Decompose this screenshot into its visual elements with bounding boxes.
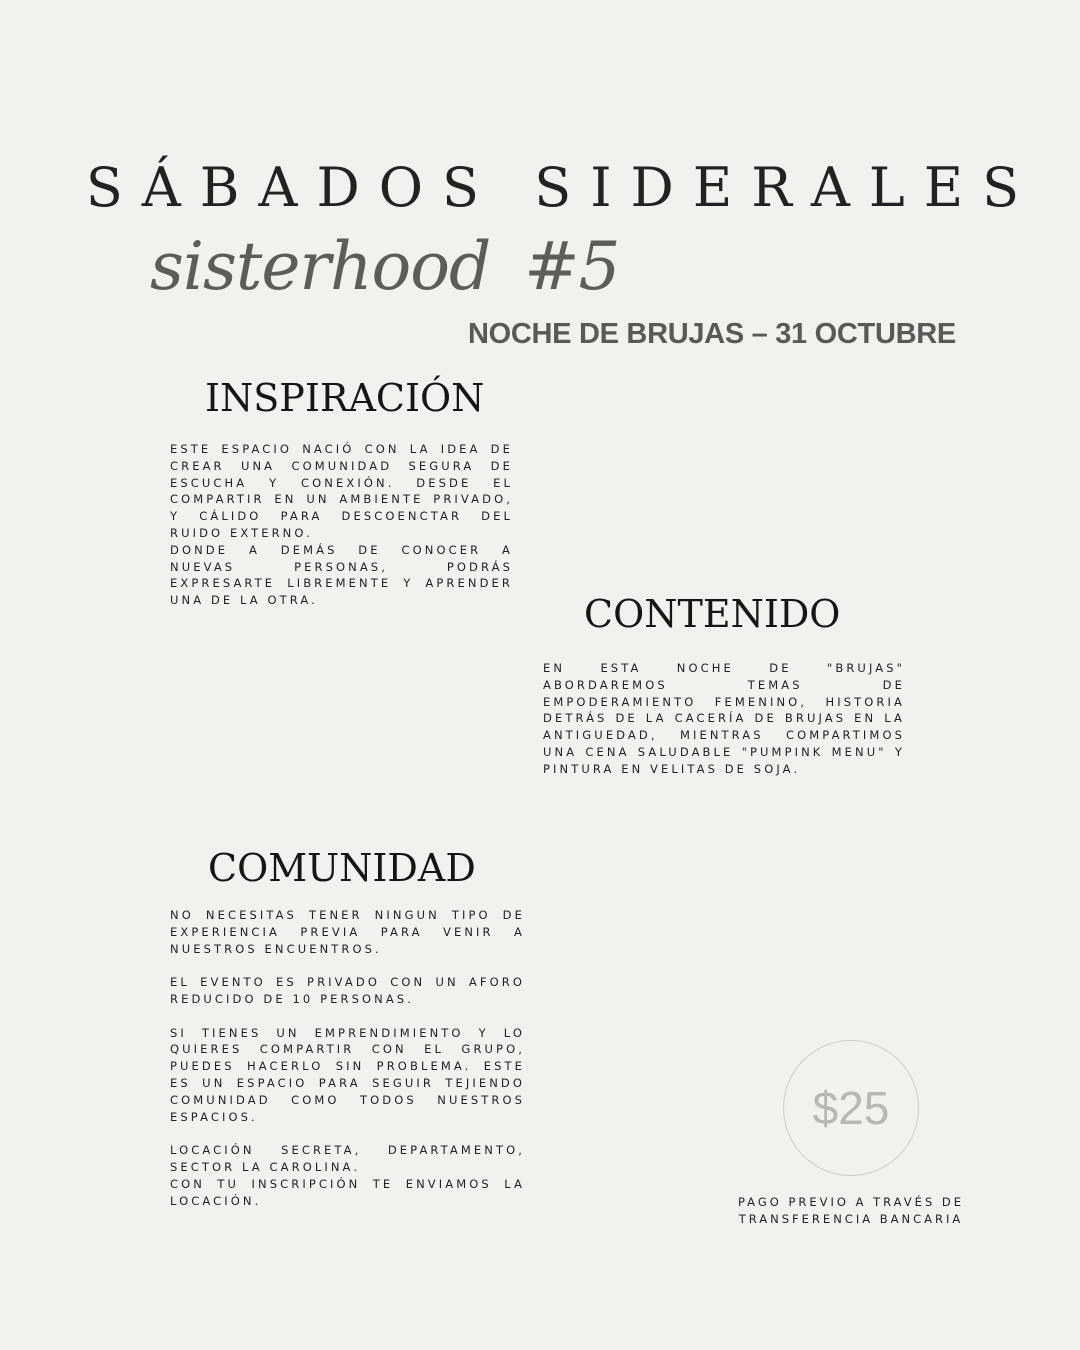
inspiracion-paragraph: ESTE ESPACIO NACIÓ CON LA IDEA DE CREAR UNA COMUNIDAD SEGURA DE ESCUCHA Y CONEXIÓN. DESDE EL COMPARTIR EN UN AMBIENTE PRIVADO, Y CÁLIDO PARA DESCOENCTAR DEL RUIDO EXTERNO. [170,442,513,540]
contenido-paragraph: EN ESTA NOCHE DE "BRUJAS" ABORDAREMOS TEMAS DE EMPODERAMIENTO FEMENINO, HISTORIA DETRÁS DE LA CACERÍA DE BRUJAS EN LA ANTIGUEDAD, MIENTRAS COMPARTIMOS UNA CENA SALUDABLE "PUMPINK MENU" Y PINTURA EN VELITAS DE SOJA. [543,661,905,776]
comunidad-paragraph: EL EVENTO ES PRIVADO CON UN AFORO REDUCIDO DE 10 PERSONAS. [170,975,525,1006]
payment-note: PAGO PREVIO A TRAVÉS DE TRANSFERENCIA BANCARIA [737,1195,965,1226]
comunidad-paragraph: CON TU INSCRIPCIÓN TE ENVIAMOS LA LOCACIÓN. [170,1176,525,1208]
event-subtitle [150,228,620,305]
page-title: SÁBADOS SIDERALES [85,156,1039,220]
contenido-heading: CONTENIDO [584,592,841,636]
comunidad-paragraph: SI TIENES UN EMPRENDIMIENTO Y LO QUIERES COMPARTIR CON EL GRUPO, PUEDES HACERLO SIN PROBLEMA. ESTE ES UN ESPACIO PARA SEGUIR TEJIENDO COMUNIDAD COMO TODOS NUESTROS ESPACIOS. [170,1025,525,1124]
subtitle-word: sisterhood [150,228,491,305]
contenido-text [543,660,905,778]
comunidad-paragraph: LOCACIÓN SECRETA, DEPARTAMENTO, SECTOR LA CAROLINA. [170,1143,525,1174]
comunidad-paragraph: NO NECESITAS TENER NINGUN TIPO DE EXPERIENCIA PREVIA PARA VENIR A NUESTROS ENCUENTROS. [170,908,525,956]
edition-number: #5 [524,228,620,305]
comunidad-heading: COMUNIDAD [208,846,476,890]
event-date-line: NOCHE DE BRUJAS – 31 OCTUBRE [468,318,956,350]
price-value: $25 [812,1082,890,1134]
comunidad-text [170,907,525,1209]
inspiracion-paragraph: DONDE A DEMÁS DE CONOCER A NUEVAS PERSONAS, PODRÁS EXPRESARTE LIBREMENTE Y APRENDER UNA DE LA OTRA. [170,542,513,608]
price-badge [783,1040,919,1176]
inspiracion-heading: INSPIRACIÓN [205,376,485,420]
inspiracion-text [170,441,513,609]
